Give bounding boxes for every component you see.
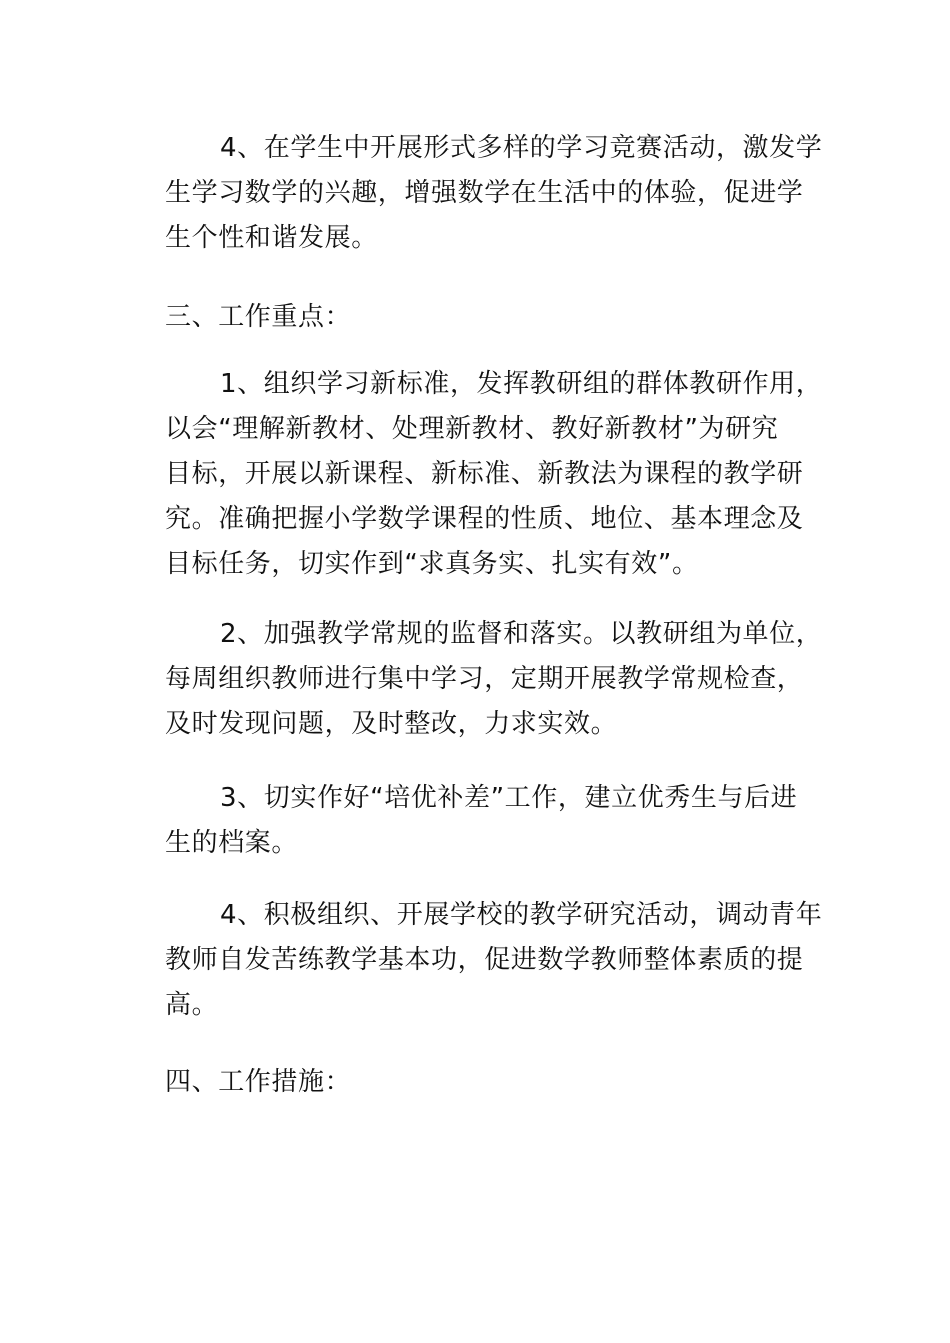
- text-line: 4、积极组织、开展学校的教学研究活动，调动青年: [220, 900, 823, 930]
- text-line: 每周组织教师进行集中学习，定期开展教学常规检查，: [165, 664, 804, 694]
- text-line: 目标，开展以新课程、新标准、新教法为课程的教学研: [165, 459, 804, 489]
- text-line: 以会“理解新教材、处理新教材、教好新教材”为研究: [165, 414, 779, 444]
- section-heading-work-focus: 三、工作重点：: [165, 302, 352, 332]
- text-line: 生的档案。: [165, 828, 299, 858]
- text-line: 高。: [165, 990, 219, 1020]
- text-line: 3、切实作好“培优补差”工作，建立优秀生与后进: [220, 783, 798, 813]
- text-line: 生学习数学的兴趣，增强数学在生活中的体验，促进学: [165, 178, 804, 208]
- paragraph-focus-2: [165, 612, 823, 747]
- text-line: 教师自发苦练教学基本功，促进数学教师整体素质的提: [165, 945, 804, 975]
- text-line: 生个性和谐发展。: [165, 223, 378, 253]
- text-line: 究。准确把握小学数学课程的性质、地位、基本理念及: [165, 504, 804, 534]
- text-line: 及时发现问题，及时整改，力求实效。: [165, 709, 618, 739]
- section-heading-work-measures: 四、工作措施：: [165, 1067, 352, 1097]
- text-line: 2、加强教学常规的监督和落实。以教研组为单位，: [220, 619, 823, 649]
- text-line: 目标任务，切实作到“求真务实、扎实有效”。: [165, 549, 699, 579]
- text-line: 4、在学生中开展形式多样的学习竞赛活动，激发学: [220, 133, 823, 163]
- paragraph-goal-4: [165, 126, 823, 261]
- paragraph-focus-4: [165, 893, 823, 1028]
- paragraph-focus-1: [165, 362, 823, 587]
- text-line: 1、组织学习新标准，发挥教研组的群体教研作用，: [220, 369, 823, 399]
- paragraph-focus-3: [165, 776, 798, 866]
